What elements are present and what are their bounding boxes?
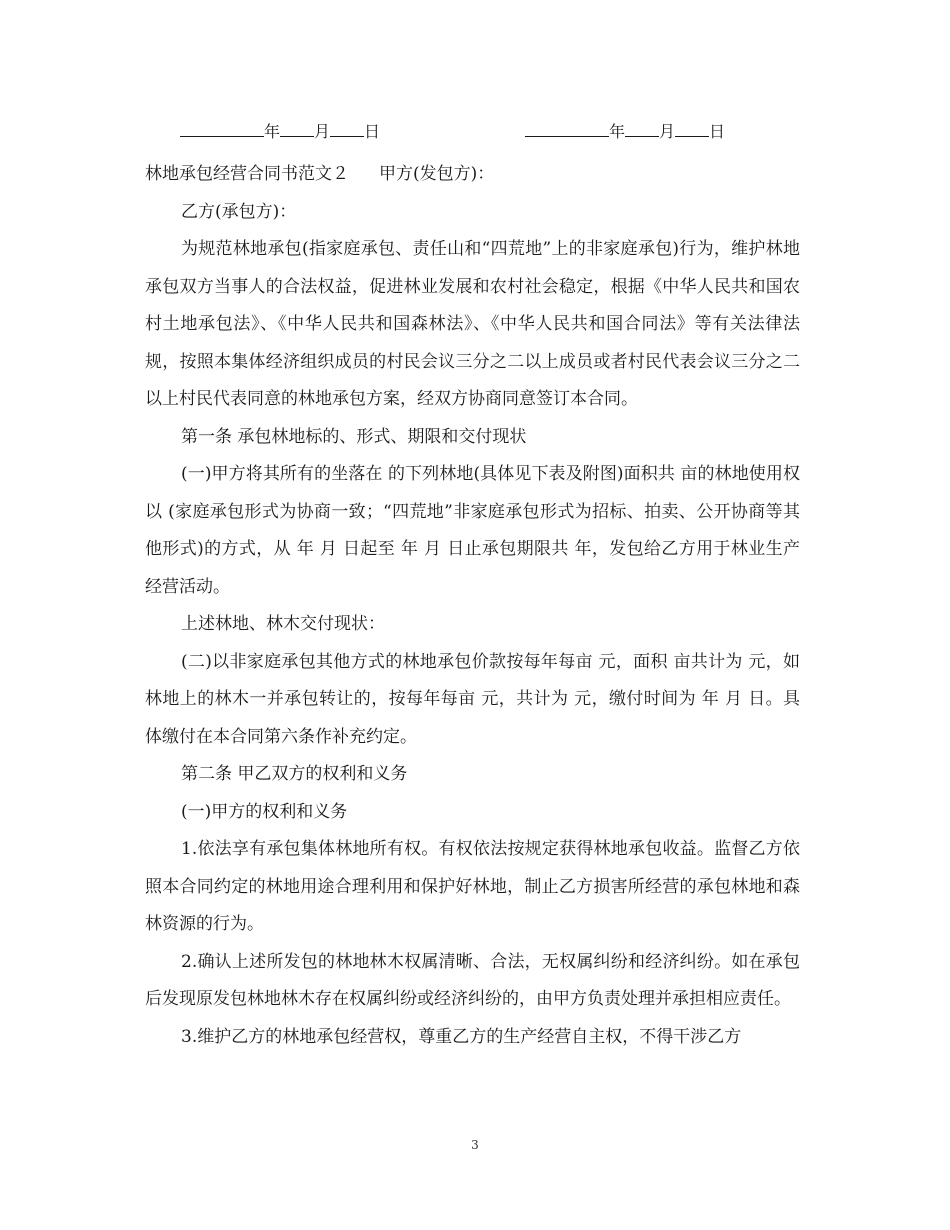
year-blank [525,120,609,137]
title-line [145,156,800,194]
signature-date-left [180,120,380,143]
preamble-paragraph: 为规范林地承包(指家庭承包、责任山和“四荒地”上的非家庭承包)行为，维护林地承包双方当事人的合法权益，促进林业发展和农村社会稳定，根据《中华人民共和国农村土地承包法》、《中华人民共和国森林法》、《中华人民共和国合同法》等有关法律法规，按照本集体经济组织成员的村民会议三分之二以上成员或者村民代表会议三分之二以上村民代表同意的林地承包方案，经双方协商同意签订本合同。 [145,239,800,409]
day-label: 日 [364,122,381,141]
party-b-label: 乙方(承包方)： [181,201,297,222]
delivery-status-label: 上述林地、林木交付现状： [181,614,385,634]
day-label: 日 [709,122,726,141]
year-label: 年 [264,122,281,141]
party-a-right-1: 1.依法享有承包集体林地所有权。有权依法按规定获得林地承包收益。监督乙方依照本合同约定的林地用途合理利用和保护好林地，制止乙方损害所经营的承包林地和森林资源的行为。 [145,839,800,934]
day-blank [675,120,709,137]
signature-date-right [525,120,725,143]
article-2-heading: 第二条 甲乙双方的权利和义务 [181,764,408,784]
month-blank [625,120,659,137]
day-blank [330,120,364,137]
month-label: 月 [659,122,676,141]
month-label: 月 [314,122,331,141]
party-a-rights-heading: (一)甲方的权利和义务 [181,801,348,822]
year-blank [180,120,264,137]
article-1-clause-2: (二)以非家庭承包其他方式的林地承包价款按每年每亩 元，面积 亩共计为 元，如林地上的林木一并承包转让的，按每年每亩 元，共计为 元，缴付时间为 年 月 日。具体缴付在本合同第六条作补充约定。 [145,651,800,747]
month-blank [280,120,314,137]
article-1-clause-1: (一)甲方将其所有的坐落在 的下列林地(具体见下表及附图)面积共 亩的林地使用权以 (家庭承包形式为协商一致；“四荒地”非家庭承包形式为招标、拍卖、公开协商等其他形式)的方式，从 年 月 日起至 年 月 日止承包期限共 年，发包给乙方用于林业生产经营活动。 [145,464,800,597]
party-a-right-3: 3.维护乙方的林地承包经营权，尊重乙方的生产经营自主权，不得干涉乙方 [181,1026,742,1047]
document-body [145,156,800,1056]
party-a-right-2: 2.确认上述所发包的林地林木权属清晰、合法，无权属纠纷和经济纠纷。如在承包后发现原发包林地林木存在权属纠纷或经济纠纷的，由甲方负责处理并承担相应责任。 [145,951,800,1009]
document-title: 林地承包经营合同书范文２ [145,164,349,184]
party-a-label: 甲方(发包方)： [379,164,495,184]
article-1-heading: 第一条 承包林地标的、形式、期限和交付现状 [181,426,527,447]
year-label: 年 [609,122,626,141]
page-number: 3 [471,1138,479,1152]
